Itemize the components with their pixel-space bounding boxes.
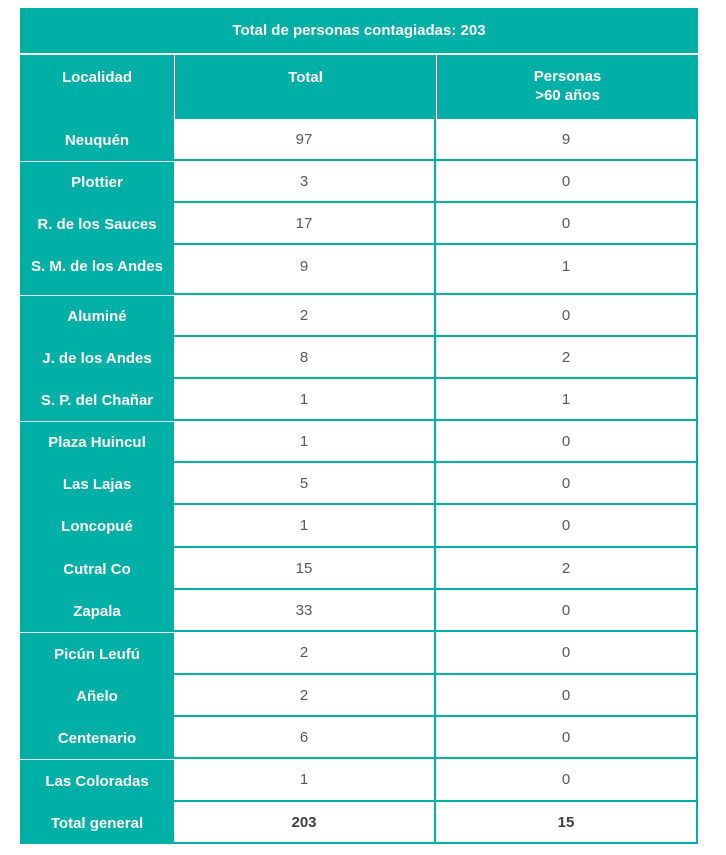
cell-mayores: 0 <box>436 632 698 675</box>
cell-mayores: 0 <box>436 203 698 245</box>
cell-mayores: 9 <box>436 119 698 161</box>
cell-mayores: 0 <box>436 505 698 548</box>
cell-localidad: Picún Leufú <box>20 632 174 675</box>
header-mayores-line2: >60 años <box>535 87 600 104</box>
cell-total: 1 <box>174 505 436 548</box>
cell-mayores: 1 <box>436 245 698 295</box>
table-row <box>20 161 698 203</box>
cell-mayores: 0 <box>436 675 698 717</box>
cell-total: 2 <box>174 675 436 717</box>
table-row <box>20 548 698 590</box>
cell-mayores: 1 <box>436 379 698 421</box>
cell-total: 8 <box>174 337 436 379</box>
cell-localidad: Cutral Co <box>20 548 174 590</box>
cell-mayores: 2 <box>436 548 698 590</box>
total-mayores-value: 15 <box>436 802 698 844</box>
cell-localidad: Plottier <box>20 161 174 203</box>
cell-mayores: 0 <box>436 463 698 505</box>
cell-total: 6 <box>174 717 436 759</box>
cell-mayores: 0 <box>436 421 698 463</box>
table-row <box>20 759 698 802</box>
cell-mayores: 0 <box>436 759 698 802</box>
cell-mayores: 2 <box>436 337 698 379</box>
header-localidad: Localidad <box>61 69 132 86</box>
cell-localidad: R. de los Sauces <box>20 203 174 245</box>
cell-localidad: Las Lajas <box>20 463 174 505</box>
cell-total: 17 <box>174 203 436 245</box>
cell-total: 2 <box>174 632 436 675</box>
table-row <box>20 119 698 161</box>
header-mayores <box>436 55 698 119</box>
cell-total: 1 <box>174 421 436 463</box>
table-row <box>20 421 698 463</box>
cell-localidad: Añelo <box>20 675 174 717</box>
cell-localidad: Loncopué <box>20 505 174 548</box>
cell-localidad: Plaza Huincul <box>20 421 174 463</box>
header-total: Total <box>174 55 436 119</box>
table-row <box>20 505 698 548</box>
cell-localidad: Aluminé <box>20 295 174 337</box>
table-header-row <box>20 55 698 119</box>
cases-table <box>20 8 698 844</box>
table-row <box>20 463 698 505</box>
total-row <box>20 802 698 844</box>
table-row <box>20 203 698 245</box>
cell-mayores: 0 <box>436 161 698 203</box>
cell-localidad: Zapala <box>20 590 174 632</box>
total-value: 203 <box>174 802 436 844</box>
table-row <box>20 632 698 675</box>
cell-mayores: 0 <box>436 295 698 337</box>
cell-total: 5 <box>174 463 436 505</box>
cell-total: 2 <box>174 295 436 337</box>
cell-total: 1 <box>174 759 436 802</box>
table-row <box>20 675 698 717</box>
cell-total: 1 <box>174 379 436 421</box>
cell-total: 15 <box>174 548 436 590</box>
table-row <box>20 337 698 379</box>
total-label: Total general <box>20 802 174 844</box>
cell-total: 33 <box>174 590 436 632</box>
cell-mayores: 0 <box>436 717 698 759</box>
cell-localidad: J. de los Andes <box>20 337 174 379</box>
header-mayores-line1: Personas <box>533 68 602 85</box>
cell-mayores: 0 <box>436 590 698 632</box>
table-row <box>20 295 698 337</box>
cell-localidad: Centenario <box>20 717 174 759</box>
cell-total: 97 <box>174 119 436 161</box>
table-row <box>20 717 698 759</box>
cell-localidad: Neuquén <box>20 119 174 161</box>
cell-localidad: S. P. del Chañar <box>20 379 174 421</box>
table-row <box>20 590 698 632</box>
table-title: Total de personas contagiadas: 203 <box>20 8 698 55</box>
table-row <box>20 379 698 421</box>
cell-total: 9 <box>174 245 436 295</box>
table-row <box>20 245 698 295</box>
cell-localidad: S. M. de los Andes <box>20 245 174 295</box>
cell-total: 3 <box>174 161 436 203</box>
cell-localidad: Las Coloradas <box>20 759 174 802</box>
